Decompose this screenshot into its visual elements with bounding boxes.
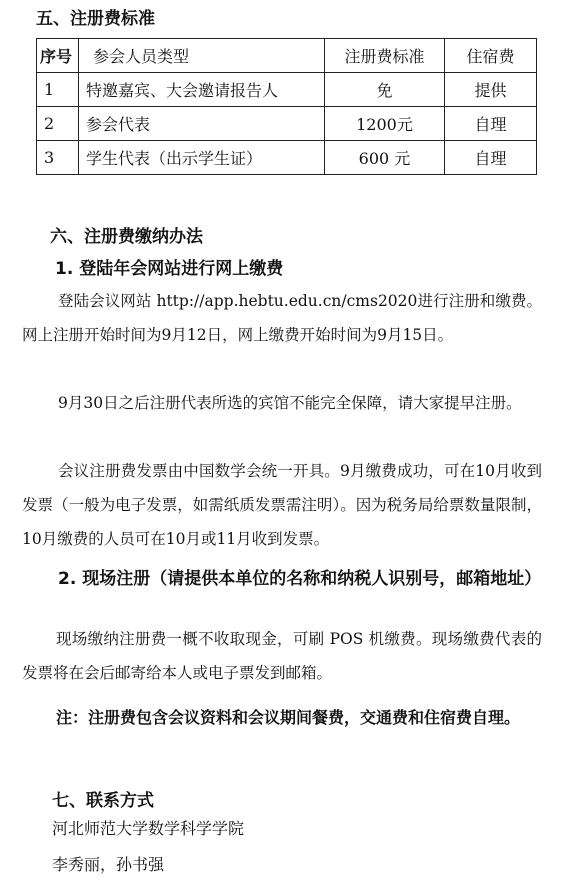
section-6-title: 六、注册费缴纳办法 (50, 227, 203, 247)
table-row (37, 141, 537, 175)
table-cell: 600 元 (325, 141, 445, 175)
table-cell: 1 (37, 73, 79, 107)
table-cell: 1200元 (325, 107, 445, 141)
item-1-paragraph-website: 登陆会议网站 http://app.hebtu.edu.cn/cms2020进行注册和缴费。网上注册开始时间为9月12日，网上缴费开始时间为9月15日。 (22, 292, 542, 344)
table-header-row (37, 39, 537, 73)
table-cell: 参会代表 (79, 107, 325, 141)
table-row (37, 73, 537, 107)
table-header-cell: 住宿费 (445, 39, 537, 73)
section-5-title: 五、注册费标准 (36, 9, 155, 29)
item-1-paragraph-invoice: 会议注册费发票由中国数学会统一开具。9月缴费成功，可在10月收到发票（一般为电子发票，如需纸质发票需注明）。因为税务局给票数量限制，10月缴费的人员可在10月或11月收到发票。 (22, 462, 542, 548)
table-header-cell: 参会人员类型 (79, 39, 325, 73)
table-cell: 提供 (445, 73, 537, 107)
item-2-paragraph: 现场缴纳注册费一概不收取现金，可刷 POS 机缴费。现场缴费代表的发票将在会后邮寄给本人或电子票发到邮箱。 (22, 630, 542, 682)
registration-fee-table (36, 38, 537, 175)
table-cell: 自理 (445, 107, 537, 141)
item-1-paragraph-deadline: 9月30日之后注册代表所选的宾馆不能完全保障，请大家提早注册。 (58, 394, 522, 412)
table-cell: 特邀嘉宾、大会邀请报告人 (79, 73, 325, 107)
table-header-cell: 序号 (37, 39, 79, 73)
table-cell: 免 (325, 73, 445, 107)
item-2-title: 2. 现场注册（请提供本单位的名称和纳税人识别号，邮箱地址） (58, 569, 542, 589)
item-1-title: 1. 登陆年会网站进行网上缴费 (55, 259, 284, 279)
fee-note: 注：注册费包含会议资料和会议期间餐费，交通费和住宿费自理。 (56, 708, 521, 727)
table-cell: 学生代表（出示学生证） (79, 141, 325, 175)
table-cell: 2 (37, 107, 79, 141)
section-7-title: 七、联系方式 (52, 791, 154, 811)
table-cell: 自理 (445, 141, 537, 175)
contact-names: 李秀丽，孙书强 (52, 855, 165, 874)
table-cell: 3 (37, 141, 79, 175)
table-row (37, 107, 537, 141)
contact-institution: 河北师范大学数学科学学院 (52, 819, 245, 838)
table-header-cell: 注册费标准 (325, 39, 445, 73)
